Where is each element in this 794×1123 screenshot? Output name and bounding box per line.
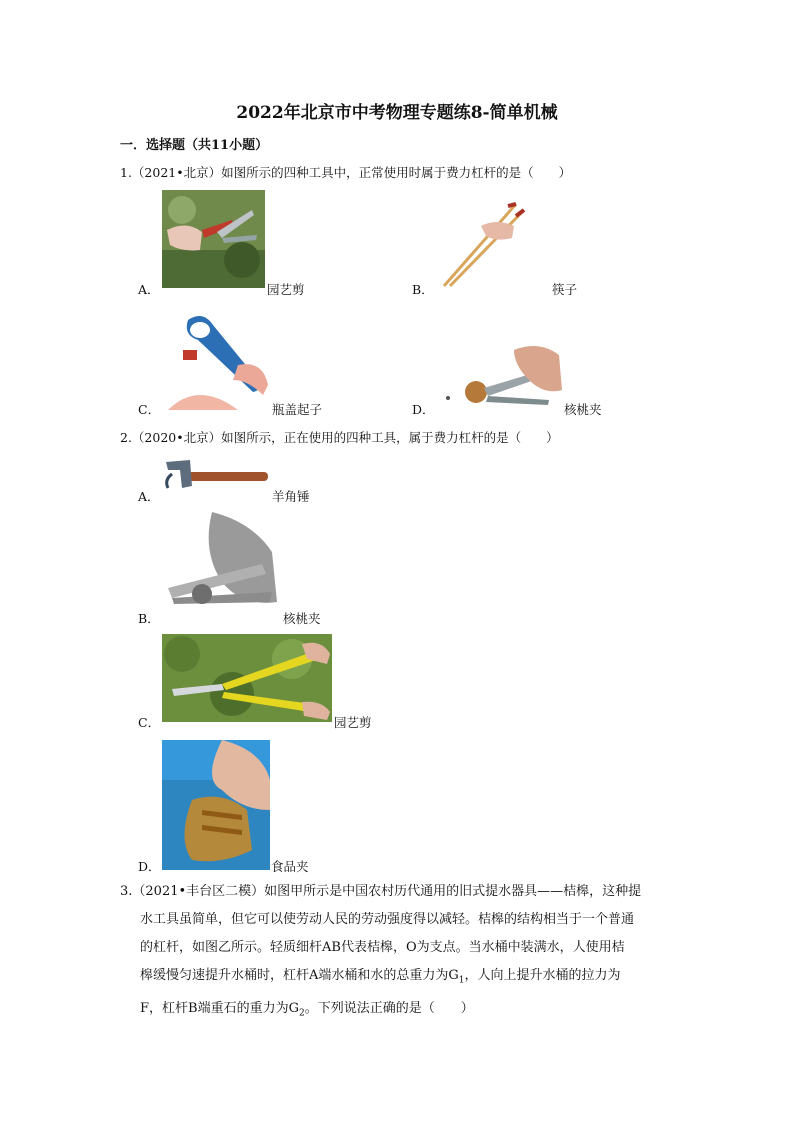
q3-line-5-tail: 。下列说法正确的是（ ） <box>304 1000 474 1016</box>
q1-option-c-label: 瓶盖起子 <box>272 402 323 417</box>
q2-option-a-letter: A． <box>138 489 160 504</box>
q1-option-c-letter: C． <box>138 402 161 417</box>
q1-option-b-letter: B． <box>412 282 434 297</box>
q2-option-c-label: 园艺剪 <box>334 715 372 730</box>
q3-subscript-2: 2 <box>298 1008 305 1019</box>
hedge-shears-photo <box>162 634 332 722</box>
q2-option-a-label: 羊角锤 <box>272 489 310 504</box>
q2-option-d-letter: D． <box>138 859 161 874</box>
q1-option-d-label: 核桃夹 <box>564 402 602 417</box>
q3-line-5 <box>120 995 680 1028</box>
q3-line-3: 的杠杆，如图乙所示。轻质细杆AB代表桔槔，O为支点。当水桶中装满水，人使用桔 <box>140 940 625 955</box>
q1-option-d-letter: D． <box>412 402 435 417</box>
q2-option-b-label: 核桃夹 <box>283 611 321 626</box>
q3-line-4-text: 槔缓慢匀速提升水桶时，杠杆A端水桶和水的总重力为G <box>140 968 459 983</box>
section-heading: 一．选择题（共11小题） <box>120 138 269 153</box>
claw-hammer-photo <box>162 456 270 500</box>
nutcracker-hand-photo <box>162 512 280 608</box>
q1-option-a-label: 园艺剪 <box>267 282 305 297</box>
question-3-text <box>120 878 680 1027</box>
q3-subscript-1: 1 <box>458 975 465 986</box>
q2-option-c-letter: C． <box>138 715 161 730</box>
q3-line-2: 水工具虽简单，但它可以使劳动人民的劳动强度得以减轻。桔槔的结构相当于一个普通 <box>140 912 635 927</box>
food-tongs-photo <box>162 740 270 870</box>
q2-option-b-letter: B． <box>138 611 160 626</box>
q3-line-1: 3.（2021•丰台区二模）如图甲所示是中国农村历代通用的旧式提水器具——桔槔，这种提 <box>120 884 642 899</box>
chopsticks-photo <box>436 196 532 290</box>
q3-line-5-text: F，杠杆B端重石的重力为G <box>140 1000 299 1016</box>
q2-option-d-label: 食品夹 <box>271 859 309 874</box>
q3-line-4 <box>120 962 680 995</box>
garden-shears-photo <box>162 190 265 288</box>
q3-line-4-tail: ，人向上提升水桶的拉力为 <box>464 968 621 983</box>
nutcracker-photo <box>444 340 562 408</box>
question-2-stem: 2.（2020•北京）如图所示，正在使用的四种工具，属于费力杠杆的是（ ） <box>120 430 559 445</box>
q1-option-b-label: 筷子 <box>552 282 578 297</box>
bottle-opener-photo <box>168 310 270 410</box>
page-title: 2022年北京市中考物理专题练8-简单机械 <box>236 103 558 123</box>
q1-option-a-letter: A． <box>138 282 160 297</box>
question-1-stem: 1.（2021•北京）如图所示的四种工具中，正常使用时属于费力杠杆的是（ ） <box>120 165 572 180</box>
